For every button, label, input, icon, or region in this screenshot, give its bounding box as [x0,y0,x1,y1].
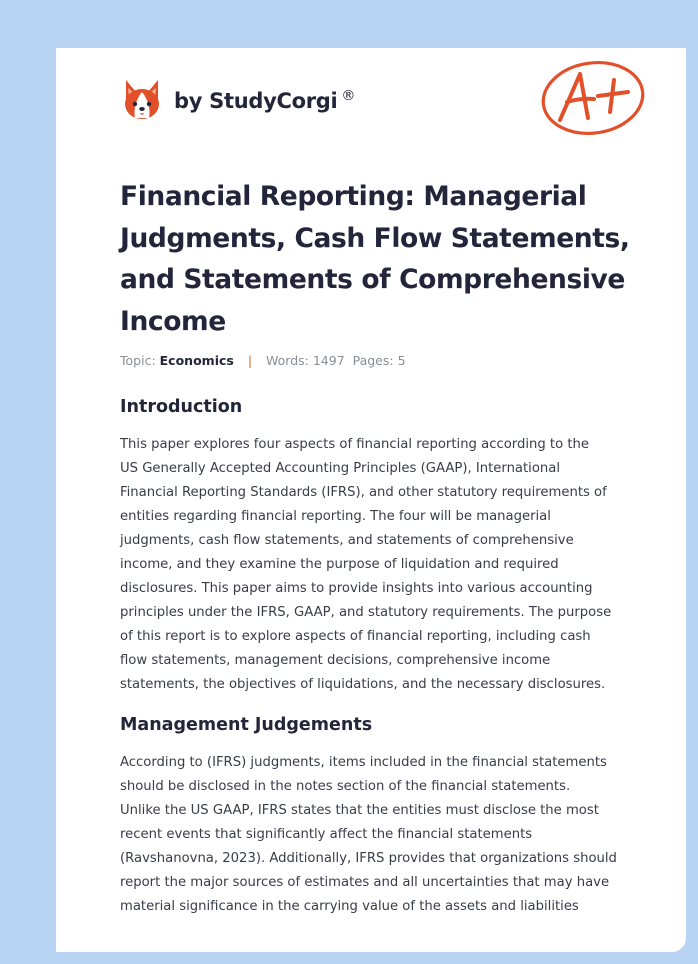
text-line: judgments, cash flow statements, and statements of comprehensive [120,533,574,548]
text-line: recent events that significantly affect the financial statements [120,827,533,842]
section-heading: Management Judgements [120,715,373,735]
text-line: of this report is to explore aspects of financial reporting, including cash [120,629,591,644]
text-line: flow statements, management decisions, comprehensive income [120,653,551,668]
text-line: This paper explores four aspects of financial reporting according to the [120,437,589,452]
word-count: Words: 1497 [266,353,345,368]
meta-separator: | [247,353,253,368]
text-line: statements, the objectives of liquidations, and the necessary disclosures. [120,677,606,692]
section-heading: Introduction [120,397,243,417]
text-line: income, and they examine the purpose of liquidation and required [120,557,559,572]
text-line: should be disclosed in the notes section of the financial statements. [120,779,571,794]
text-line: Unlike the US GAAP, IFRS states that the entities must disclose the most [120,803,599,818]
text-line: report the major sources of estimates and all uncertainties that may have [120,875,610,890]
text-line: According to (IFRS) judgments, items included in the financial statements [120,755,607,770]
document-meta [120,353,406,368]
grade-badge-icon [538,58,650,138]
page-count: Pages: 5 [352,353,406,368]
studycorgi-logo[interactable] [122,76,355,124]
section-paragraph [120,751,634,919]
text-line: entities regarding financial reporting. The four will be managerial [120,509,551,524]
registered-mark: ® [341,87,356,104]
document-title: Financial Reporting: Managerial Judgments, Cash Flow Statements, and Statements of Comprehensive Income [120,181,630,337]
section-paragraph [120,433,634,697]
corgi-icon [122,78,162,122]
text-line: principles under the IFRS, GAAP, and statutory requirements. The purpose [120,605,612,620]
brand-name: by StudyCorgi ® [174,87,356,113]
text-line: (Ravshanovna, 2023). Additionally, IFRS provides that organizations should [120,851,617,866]
topic-link[interactable]: Economics [159,353,234,368]
text-line: Financial Reporting Standards (IFRS), and other statutory requirements of [120,485,607,500]
text-line: disclosures. This paper aims to provide insights into various accounting [120,581,593,596]
text-line: material significance in the carrying value of the assets and liabilities [120,899,579,914]
text-line: US Generally Accepted Accounting Principles (GAAP), International [120,461,561,476]
document-page [56,48,686,952]
topic-label: Topic: [120,353,156,368]
